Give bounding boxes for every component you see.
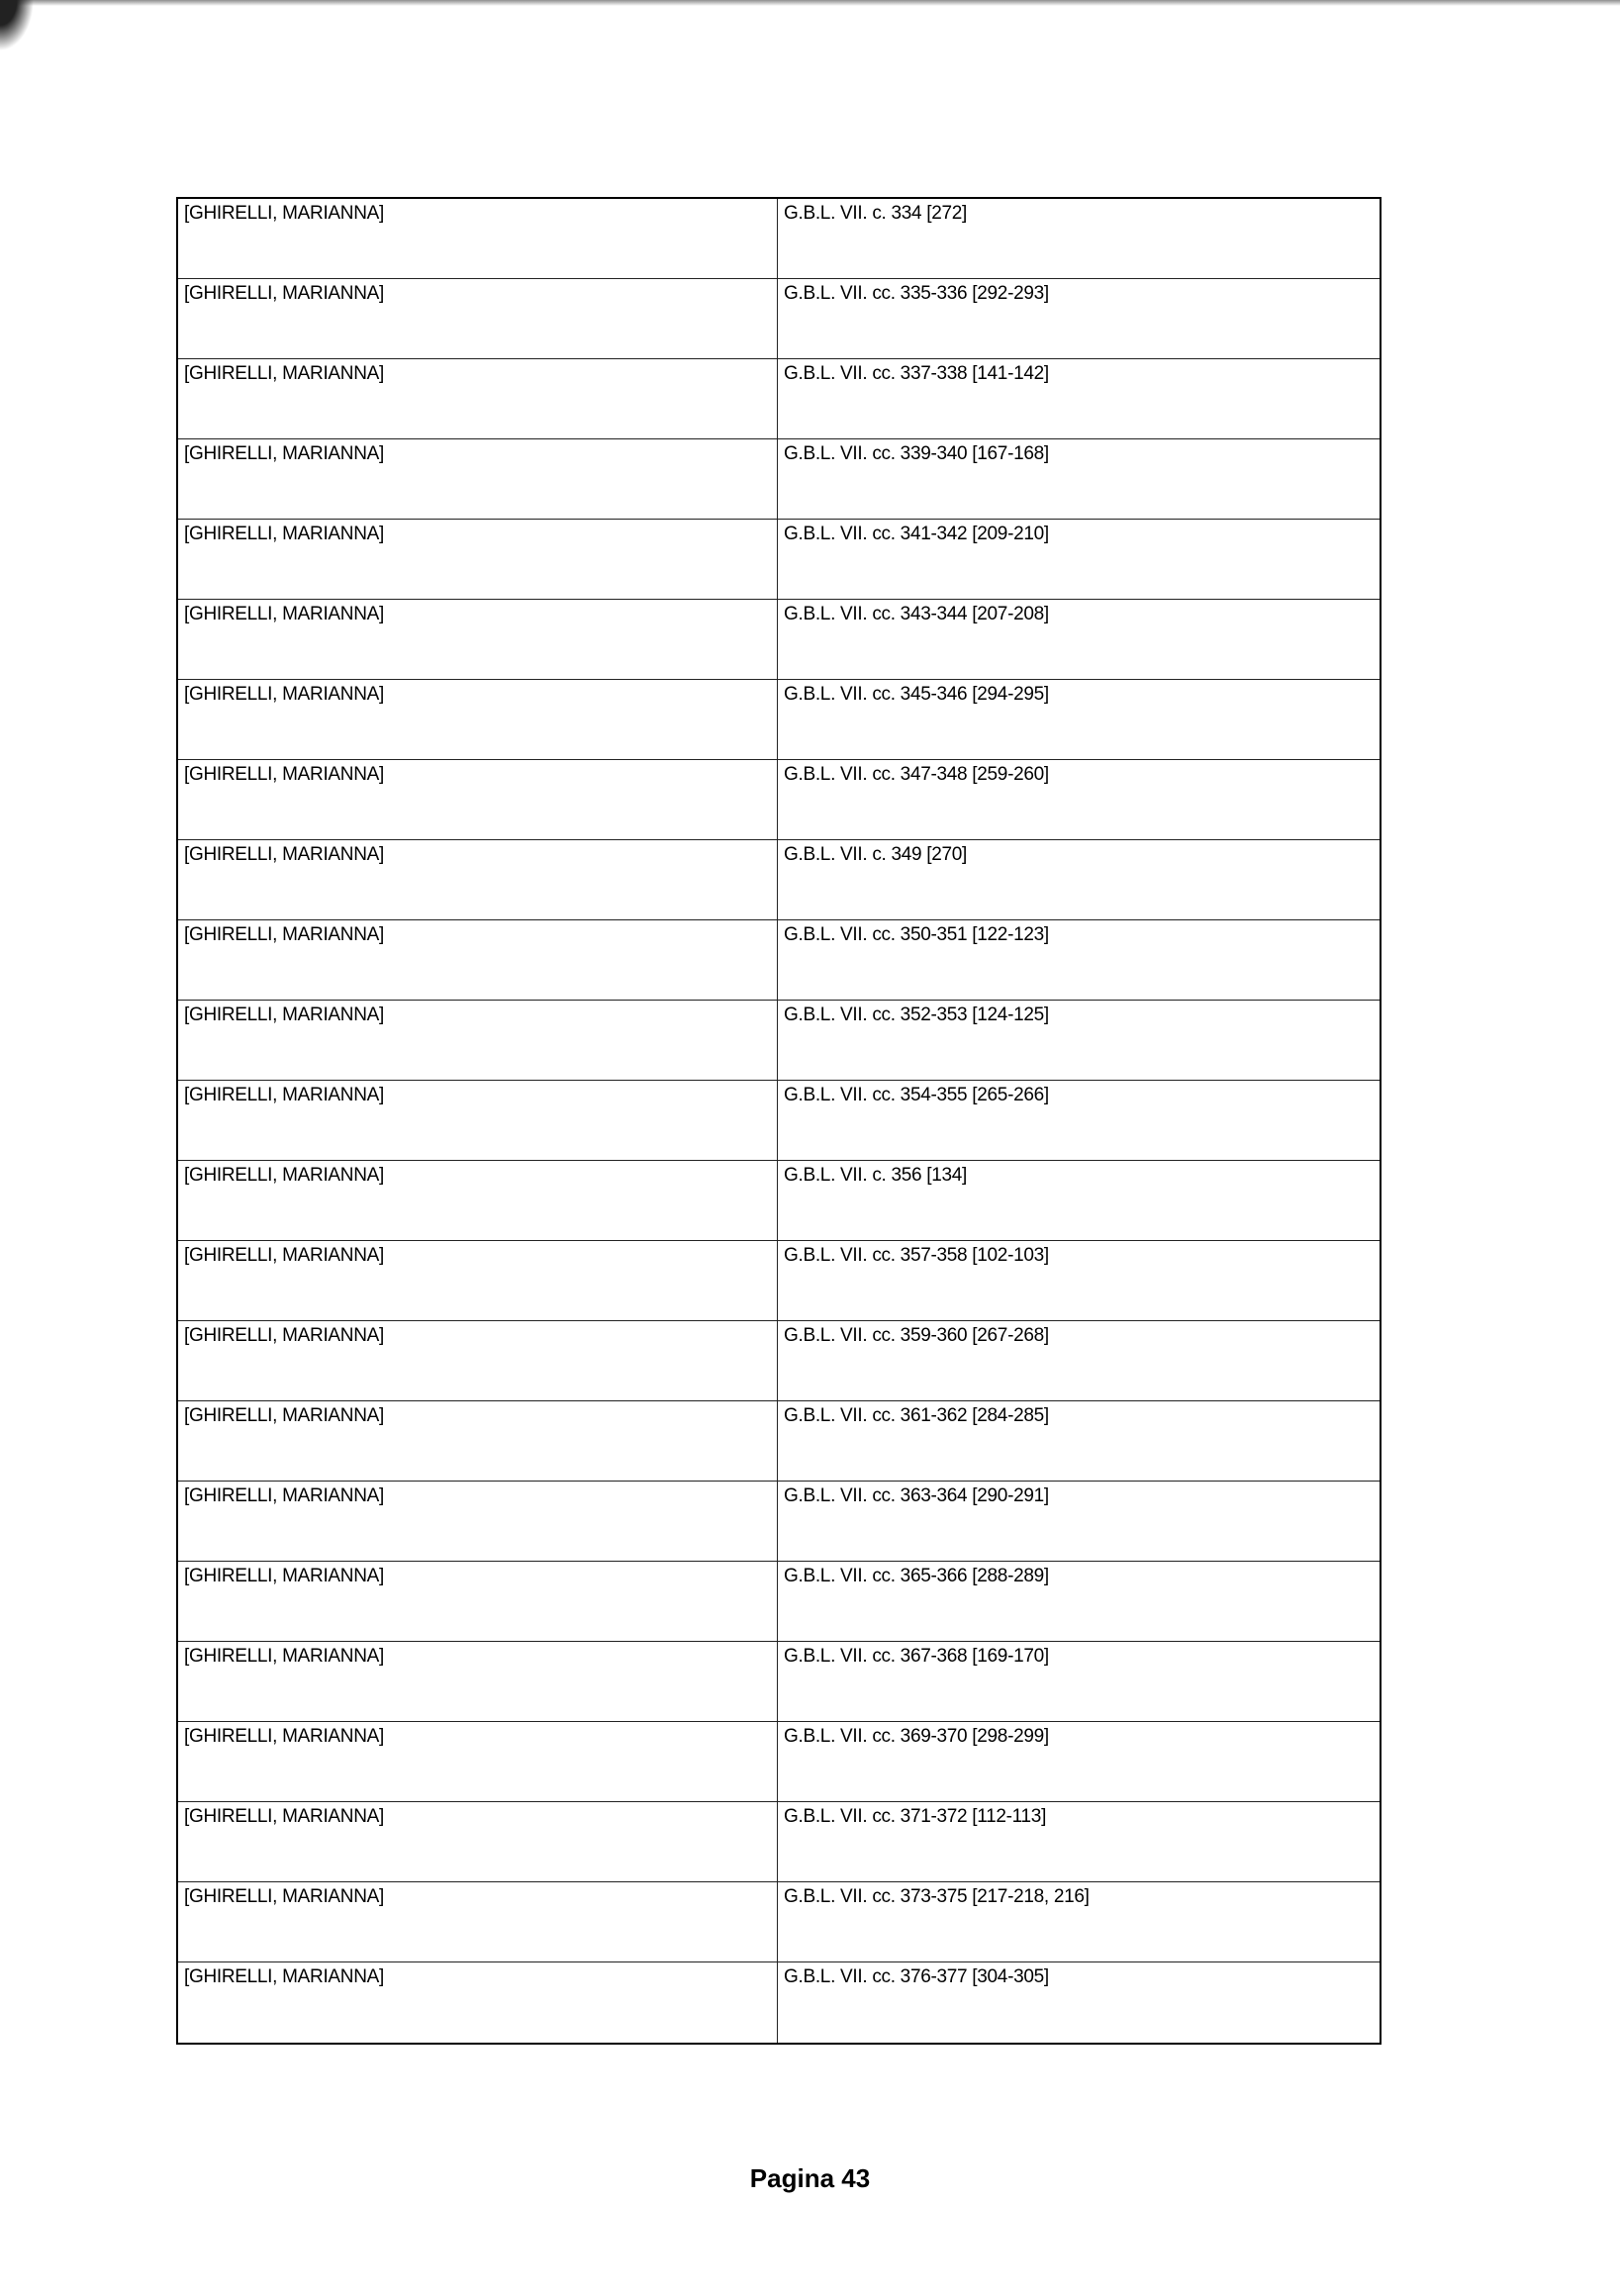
name-cell: [GHIRELLI, MARIANNA] <box>178 199 778 278</box>
table-row <box>178 1161 1380 1241</box>
table-row <box>178 1642 1380 1722</box>
reference-cell: G.B.L. VII. cc. 343-344 [207-208] <box>784 604 1049 624</box>
page-number: Pagina 43 <box>749 2163 871 2193</box>
name-cell: [GHIRELLI, MARIANNA] <box>178 1241 778 1320</box>
table-row <box>178 920 1380 1001</box>
name-cell: [GHIRELLI, MARIANNA] <box>178 1882 778 1961</box>
table-row <box>178 1001 1380 1081</box>
name-cell: [GHIRELLI, MARIANNA] <box>178 1962 778 2043</box>
reference-cell: G.B.L. VII. cc. 352-353 [124-125] <box>784 1004 1049 1025</box>
reference-cell: G.B.L. VII. cc. 357-358 [102-103] <box>784 1245 1049 1266</box>
table-row <box>178 1401 1380 1482</box>
table-row <box>178 199 1380 279</box>
reference-cell: G.B.L. VII. cc. 335-336 [292-293] <box>784 283 1049 304</box>
reference-cell: G.B.L. VII. cc. 359-360 [267-268] <box>784 1325 1049 1346</box>
scan-corner-mark <box>0 0 40 59</box>
name-cell: [GHIRELLI, MARIANNA] <box>178 1642 778 1721</box>
table-row <box>178 1321 1380 1401</box>
table-row <box>178 1722 1380 1802</box>
name-cell: [GHIRELLI, MARIANNA] <box>178 1562 778 1641</box>
table-row <box>178 279 1380 359</box>
name-cell: [GHIRELLI, MARIANNA] <box>178 359 778 438</box>
reference-cell: G.B.L. VII. cc. 345-346 [294-295] <box>784 684 1049 705</box>
name-cell: [GHIRELLI, MARIANNA] <box>178 1482 778 1561</box>
name-cell: [GHIRELLI, MARIANNA] <box>178 760 778 839</box>
reference-cell: G.B.L. VII. cc. 371-372 [112-113] <box>784 1806 1047 1827</box>
reference-cell: G.B.L. VII. cc. 341-342 [209-210] <box>784 524 1049 544</box>
reference-cell: G.B.L. VII. cc. 354-355 [265-266] <box>784 1085 1049 1105</box>
name-cell: [GHIRELLI, MARIANNA] <box>178 1161 778 1240</box>
name-cell: [GHIRELLI, MARIANNA] <box>178 1081 778 1160</box>
name-cell: [GHIRELLI, MARIANNA] <box>178 1321 778 1400</box>
name-cell: [GHIRELLI, MARIANNA] <box>178 439 778 519</box>
table-row <box>178 520 1380 600</box>
reference-cell: G.B.L. VII. c. 356 [134] <box>784 1165 968 1186</box>
reference-cell: G.B.L. VII. cc. 337-338 [141-142] <box>784 363 1049 384</box>
table-row <box>178 439 1380 520</box>
table-row <box>178 840 1380 920</box>
reference-cell: G.B.L. VII. cc. 339-340 [167-168] <box>784 443 1049 464</box>
reference-cell: G.B.L. VII. cc. 361-362 [284-285] <box>784 1405 1049 1426</box>
table-row <box>178 1081 1380 1161</box>
name-cell: [GHIRELLI, MARIANNA] <box>178 680 778 759</box>
catalog-table <box>176 197 1382 2045</box>
name-cell: [GHIRELLI, MARIANNA] <box>178 520 778 599</box>
reference-cell: G.B.L. VII. cc. 367-368 [169-170] <box>784 1646 1049 1667</box>
table-row <box>178 1802 1380 1882</box>
name-cell: [GHIRELLI, MARIANNA] <box>178 279 778 358</box>
name-cell: [GHIRELLI, MARIANNA] <box>178 1001 778 1080</box>
table-row <box>178 359 1380 439</box>
reference-cell: G.B.L. VII. c. 349 [270] <box>784 844 968 865</box>
reference-cell: G.B.L. VII. cc. 376-377 [304-305] <box>784 1966 1049 1987</box>
reference-cell: G.B.L. VII. cc. 350-351 [122-123] <box>784 924 1049 945</box>
reference-cell: G.B.L. VII. cc. 369-370 [298-299] <box>784 1726 1049 1747</box>
reference-cell: G.B.L. VII. c. 334 [272] <box>784 203 968 224</box>
reference-cell: G.B.L. VII. cc. 363-364 [290-291] <box>784 1485 1049 1506</box>
table-row <box>178 1882 1380 1962</box>
reference-cell: G.B.L. VII. cc. 373-375 [217-218, 216] <box>784 1886 1090 1907</box>
table-row <box>178 1482 1380 1562</box>
reference-cell: G.B.L. VII. cc. 347-348 [259-260] <box>784 764 1049 785</box>
table-row <box>178 600 1380 680</box>
table-row <box>178 1962 1380 2043</box>
name-cell: [GHIRELLI, MARIANNA] <box>178 840 778 919</box>
scan-edge <box>0 0 1620 6</box>
reference-cell: G.B.L. VII. cc. 365-366 [288-289] <box>784 1566 1049 1586</box>
table-row <box>178 680 1380 760</box>
table-row <box>178 760 1380 840</box>
name-cell: [GHIRELLI, MARIANNA] <box>178 1401 778 1481</box>
name-cell: [GHIRELLI, MARIANNA] <box>178 920 778 1000</box>
name-cell: [GHIRELLI, MARIANNA] <box>178 1722 778 1801</box>
table-row <box>178 1562 1380 1642</box>
table-row <box>178 1241 1380 1321</box>
name-cell: [GHIRELLI, MARIANNA] <box>178 1802 778 1881</box>
name-cell: [GHIRELLI, MARIANNA] <box>178 600 778 679</box>
